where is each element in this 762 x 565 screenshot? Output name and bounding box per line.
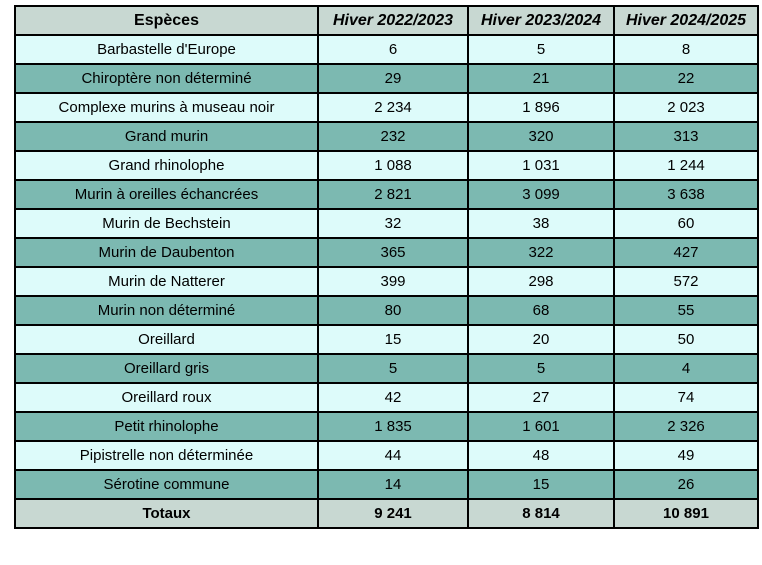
species-count-table-container xyxy=(14,5,759,529)
count-cell-2022-2023: 1 088 xyxy=(318,151,468,180)
totals-value-2022-2023: 9 241 xyxy=(318,499,468,528)
count-cell-2024-2025: 3 638 xyxy=(614,180,758,209)
count-cell-2023-2024: 27 xyxy=(468,383,614,412)
table-row xyxy=(15,325,758,354)
species-name-cell: Chiroptère non déterminé xyxy=(15,64,318,93)
count-cell-2024-2025: 313 xyxy=(614,122,758,151)
species-name-cell: Murin de Bechstein xyxy=(15,209,318,238)
count-cell-2023-2024: 320 xyxy=(468,122,614,151)
table-body xyxy=(15,35,758,499)
table-row xyxy=(15,412,758,441)
count-cell-2024-2025: 2 023 xyxy=(614,93,758,122)
totals-value-2023-2024: 8 814 xyxy=(468,499,614,528)
species-name-cell: Sérotine commune xyxy=(15,470,318,499)
table-row xyxy=(15,35,758,64)
count-cell-2024-2025: 50 xyxy=(614,325,758,354)
count-cell-2022-2023: 44 xyxy=(318,441,468,470)
species-name-cell: Pipistrelle non déterminée xyxy=(15,441,318,470)
winter-2022-2023-header: Hiver 2022/2023 xyxy=(318,6,468,35)
count-cell-2022-2023: 1 835 xyxy=(318,412,468,441)
species-name-cell: Murin non déterminé xyxy=(15,296,318,325)
count-cell-2023-2024: 21 xyxy=(468,64,614,93)
winter-2024-2025-header: Hiver 2024/2025 xyxy=(614,6,758,35)
table-row xyxy=(15,354,758,383)
count-cell-2023-2024: 38 xyxy=(468,209,614,238)
count-cell-2024-2025: 49 xyxy=(614,441,758,470)
count-cell-2024-2025: 8 xyxy=(614,35,758,64)
species-name-cell: Murin à oreilles échancrées xyxy=(15,180,318,209)
table-row xyxy=(15,383,758,412)
count-cell-2023-2024: 5 xyxy=(468,35,614,64)
table-row xyxy=(15,93,758,122)
count-cell-2023-2024: 68 xyxy=(468,296,614,325)
count-cell-2023-2024: 48 xyxy=(468,441,614,470)
table-row xyxy=(15,470,758,499)
count-cell-2023-2024: 1 601 xyxy=(468,412,614,441)
species-name-cell: Grand rhinolophe xyxy=(15,151,318,180)
species-name-cell: Murin de Daubenton xyxy=(15,238,318,267)
count-cell-2022-2023: 14 xyxy=(318,470,468,499)
species-name-cell: Complexe murins à museau noir xyxy=(15,93,318,122)
count-cell-2023-2024: 1 896 xyxy=(468,93,614,122)
count-cell-2022-2023: 2 234 xyxy=(318,93,468,122)
species-name-cell: Murin de Natterer xyxy=(15,267,318,296)
count-cell-2022-2023: 80 xyxy=(318,296,468,325)
table-row xyxy=(15,441,758,470)
species-count-table xyxy=(14,5,759,529)
count-cell-2023-2024: 5 xyxy=(468,354,614,383)
table-row xyxy=(15,267,758,296)
totals-value-2024-2025: 10 891 xyxy=(614,499,758,528)
header-row xyxy=(15,6,758,35)
count-cell-2024-2025: 74 xyxy=(614,383,758,412)
count-cell-2024-2025: 55 xyxy=(614,296,758,325)
count-cell-2024-2025: 427 xyxy=(614,238,758,267)
count-cell-2024-2025: 1 244 xyxy=(614,151,758,180)
count-cell-2024-2025: 26 xyxy=(614,470,758,499)
count-cell-2024-2025: 22 xyxy=(614,64,758,93)
table-row xyxy=(15,64,758,93)
count-cell-2022-2023: 42 xyxy=(318,383,468,412)
count-cell-2022-2023: 32 xyxy=(318,209,468,238)
count-cell-2023-2024: 15 xyxy=(468,470,614,499)
count-cell-2024-2025: 4 xyxy=(614,354,758,383)
table-row xyxy=(15,151,758,180)
count-cell-2023-2024: 3 099 xyxy=(468,180,614,209)
count-cell-2022-2023: 232 xyxy=(318,122,468,151)
table-row xyxy=(15,209,758,238)
count-cell-2023-2024: 298 xyxy=(468,267,614,296)
count-cell-2023-2024: 322 xyxy=(468,238,614,267)
species-name-cell: Grand murin xyxy=(15,122,318,151)
count-cell-2022-2023: 29 xyxy=(318,64,468,93)
count-cell-2022-2023: 2 821 xyxy=(318,180,468,209)
species-name-cell: Oreillard xyxy=(15,325,318,354)
species-column-header: Espèces xyxy=(15,6,318,35)
table-row xyxy=(15,122,758,151)
winter-2023-2024-header: Hiver 2023/2024 xyxy=(468,6,614,35)
count-cell-2022-2023: 5 xyxy=(318,354,468,383)
count-cell-2024-2025: 572 xyxy=(614,267,758,296)
count-cell-2022-2023: 6 xyxy=(318,35,468,64)
table-row xyxy=(15,238,758,267)
count-cell-2024-2025: 60 xyxy=(614,209,758,238)
count-cell-2022-2023: 365 xyxy=(318,238,468,267)
totals-row xyxy=(15,499,758,528)
table-row xyxy=(15,180,758,209)
table-row xyxy=(15,296,758,325)
count-cell-2022-2023: 399 xyxy=(318,267,468,296)
species-name-cell: Petit rhinolophe xyxy=(15,412,318,441)
species-name-cell: Oreillard roux xyxy=(15,383,318,412)
count-cell-2024-2025: 2 326 xyxy=(614,412,758,441)
species-name-cell: Barbastelle d'Europe xyxy=(15,35,318,64)
count-cell-2023-2024: 20 xyxy=(468,325,614,354)
count-cell-2023-2024: 1 031 xyxy=(468,151,614,180)
totals-label: Totaux xyxy=(15,499,318,528)
species-name-cell: Oreillard gris xyxy=(15,354,318,383)
count-cell-2022-2023: 15 xyxy=(318,325,468,354)
